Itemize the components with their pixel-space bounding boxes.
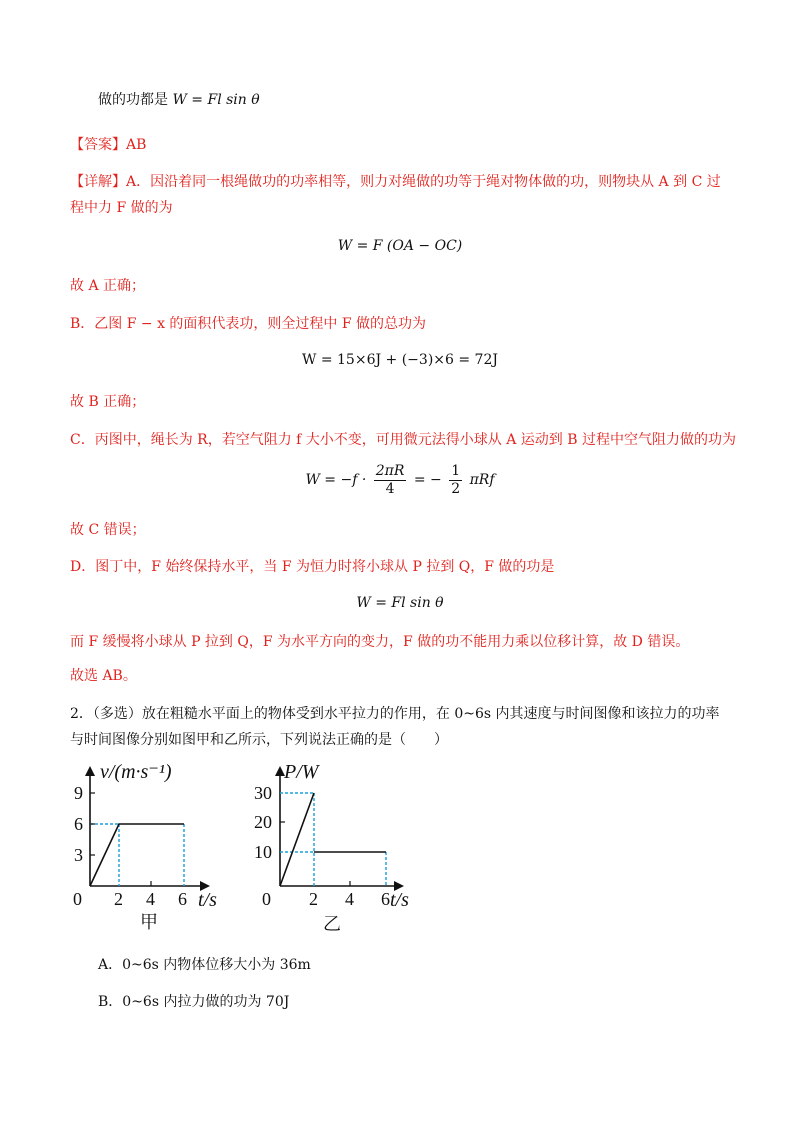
eq-c-num-2: 1 <box>451 462 461 479</box>
intro-line <box>98 90 260 110</box>
graph-yi-xtick-label-6: 6 <box>381 889 390 909</box>
graph-yi-ylabel: P/W <box>284 761 319 783</box>
graph-jia-caption: 甲 <box>140 912 158 933</box>
detail-a-text: A．因沿着同一根绳做功的功率相等，则力对绳做的功等于绳对物体做的功，则物块从 A 到 C 过 <box>126 174 721 190</box>
graph-jia-xtick-label-6: 6 <box>178 889 187 909</box>
graph-jia-xlabel: t/s <box>198 889 217 911</box>
graph-yi-xlabel: t/s <box>390 889 409 911</box>
option-a: A．0~6s 内物体位移大小为 36m <box>98 957 311 973</box>
detail-d-extra: 而 F 缓慢将小球从 P 拉到 Q，F 为水平方向的变力，F 做的功不能用力乘以位移计算，故 D 错误。 <box>70 634 690 650</box>
equation-c <box>0 462 800 498</box>
graph-yi-p-t <box>252 758 432 911</box>
graph-jia-xtick-label-2: 2 <box>114 889 123 909</box>
graph-jia-xtick-label-4: 4 <box>146 889 155 909</box>
graph-yi-rise <box>280 793 314 886</box>
graph-jia-ytick-label-6: 6 <box>74 814 83 834</box>
question2-line-1: 2．（多选）放在粗糙水平面上的物体受到水平拉力的作用，在 0~6s 内其速度与时间图像和该拉力的功率 <box>70 706 720 722</box>
graph-jia-ytick-label-3: 3 <box>74 845 83 865</box>
intro-prefix: 做的功都是 <box>98 92 168 108</box>
conclusion: 故选 AB。 <box>70 668 137 684</box>
question2-line-2: 与时间图像分别如图甲和乙所示，下列说法正确的是（ ） <box>70 732 448 748</box>
graph-yi-xtick-label-2: 2 <box>309 889 318 909</box>
eq-c-mid: = − <box>413 472 442 488</box>
detail-d-line: D．图丁中，F 始终保持水平，当 F 为恒力时将小球从 P 拉到 Q，F 做的功是 <box>70 559 555 575</box>
graph-jia-y-arrow <box>85 766 95 776</box>
result-c: 故 C 错误； <box>70 522 146 538</box>
eq-c-fraction-1 <box>374 463 407 498</box>
equation-b: W = 15×6J + (−3)×6 = 72J <box>302 352 498 368</box>
equation-a: W = F (OA − OC) <box>337 238 463 254</box>
graph-jia-origin: 0 <box>73 889 82 909</box>
graph-yi-ytick-label-30: 30 <box>254 783 272 803</box>
detail-label: 【详解】 <box>70 174 126 190</box>
graph-jia-ytick-label-9: 9 <box>74 783 83 803</box>
detail-b-line: B．乙图 F − x 的面积代表功，则全过程中 F 做的总功为 <box>70 316 427 332</box>
eq-c-den-1: 4 <box>385 480 395 497</box>
graph-yi-ytick-label-20: 20 <box>254 812 272 832</box>
eq-c-lhs: W = −f · <box>305 472 367 488</box>
detail-c-line: C．丙图中，绳长为 R，若空气阻力 f 大小不变，可用微元法得小球从 A 运动到 B 过程中空气阻力做的功为 <box>70 432 736 448</box>
graph-yi-ytick-label-10: 10 <box>254 842 272 862</box>
intro-formula: W = Fl sin θ <box>172 92 260 108</box>
result-b: 故 B 正确； <box>70 394 146 410</box>
graph-yi-caption: 乙 <box>323 914 341 935</box>
graph-yi-xtick-label-4: 4 <box>345 889 354 909</box>
answer-label: 【答案】 <box>70 137 126 153</box>
detail-line-1 <box>70 172 721 192</box>
eq-c-den-2: 2 <box>451 480 461 497</box>
eq-c-fraction-2 <box>449 463 462 498</box>
option-b: B．0~6s 内拉力做的功为 70J <box>98 994 290 1010</box>
graph-jia-v-t <box>60 758 240 911</box>
answer-line <box>70 135 146 155</box>
graph-jia-ylabel: v/(m·s⁻¹) <box>100 761 172 783</box>
result-a: 故 A 正确； <box>70 278 146 294</box>
graph-yi-origin: 0 <box>262 889 271 909</box>
eq-c-num-1: 2πR <box>375 462 405 479</box>
detail-line-2: 程中力 F 做的为 <box>70 200 173 216</box>
eq-c-rhs: πRf <box>469 472 495 488</box>
graph-jia-curve <box>90 824 184 886</box>
equation-d: W = Fl sin θ <box>356 595 444 611</box>
answer-value: AB <box>126 137 147 153</box>
